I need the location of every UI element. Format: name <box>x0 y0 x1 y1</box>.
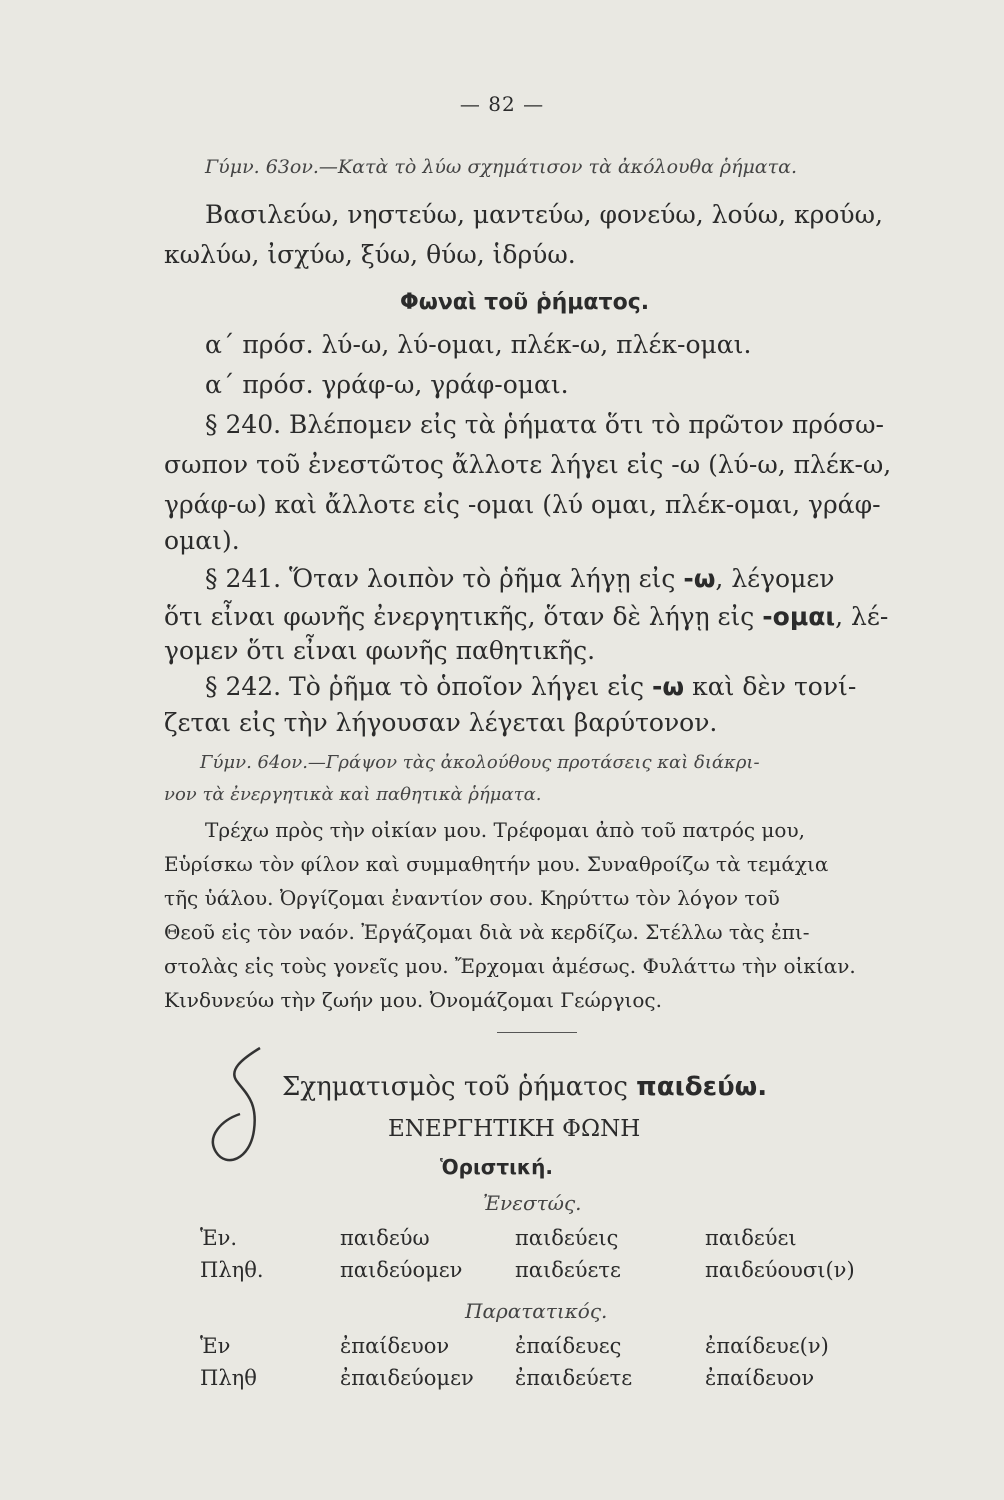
ending-omega-2: -ω <box>652 672 685 701</box>
exercise-64-line-2: νον τὰ ἐνεργητικὰ καὶ παθητικὰ ῥήματα. <box>164 784 542 805</box>
present-sg-3: παιδεύει <box>705 1226 797 1250</box>
para-241-text-1b: , λέγομεν <box>715 564 835 593</box>
sentence-line-5: στολὰς εἰς τοὺς γονεῖς μου. Ἔρχομαι ἀμέσως. Φυλάττω τὴν οἰκίαν. <box>164 954 856 978</box>
para-240-line-2: σωπον τοῦ ἐνεστῶτος ἄλλοτε λήγει εἰς -ω (λύ-ω, πλέκ-ω, <box>164 450 892 479</box>
page-number: — 82 — <box>459 92 545 116</box>
para-241-text-1a: § 241. Ὅταν λοιπὸν τὸ ῥῆμα λήγῃ εἰς <box>205 564 684 593</box>
imperfect-singular-label: Ἑν <box>200 1334 231 1358</box>
imperfect-sg-2: ἐπαίδευες <box>515 1334 622 1358</box>
para-240-line-4: ομαι). <box>164 526 240 555</box>
sentence-line-1: Τρέχω πρὸς τὴν οἰκίαν μου. Τρέφομαι ἀπὸ τοῦ πατρός μου, <box>205 818 805 842</box>
para-240-line-3: γράφ-ω) καὶ ἄλλοτε εἰς -ομαι (λύ ομαι, πλέκ-ομαι, γράφ- <box>164 490 881 519</box>
exercise-63-instruction: Γύμν. 63ον.—Κατὰ τὸ λύω σχημάτισον τὰ ἀκόλουθα ῥήματα. <box>205 156 798 178</box>
para-242-line-1 <box>205 672 856 702</box>
mood-heading: Ὁριστική. <box>440 1155 553 1179</box>
present-sg-1: παιδεύω <box>340 1226 430 1250</box>
para-241-text-2b: , λέ- <box>835 602 889 631</box>
tense-present: Ἐνεστώς. <box>483 1191 582 1215</box>
present-pl-3: παιδεύουσι(ν) <box>705 1258 855 1282</box>
sentence-line-4: Θεοῦ εἰς τὸν ναόν. Ἐργάζομαι διὰ νὰ κερδίζω. Στέλλω τὰς ἐπι- <box>164 920 810 944</box>
exercise-64-line-1: Γύμν. 64ον.—Γράψον τὰς ἀκολούθους προτάσεις καὶ διάκρι- <box>200 752 760 773</box>
present-pl-2: παιδεύετε <box>515 1258 621 1282</box>
ending-omai: -ομαι <box>762 602 836 631</box>
para-242-line-2: ζεται εἰς τὴν λήγουσαν λέγεται βαρύτονον. <box>164 708 718 737</box>
example-line-2: α΄ πρόσ. γράφ-ω, γράφ-ομαι. <box>205 370 569 399</box>
para-241-line-1 <box>205 564 835 594</box>
imperfect-pl-1: ἐπαιδεύομεν <box>340 1366 474 1390</box>
example-line-1: α΄ πρόσ. λύ-ω, λύ-ομαι, πλέκ-ω, πλέκ-ομαι. <box>205 330 752 359</box>
imperfect-pl-3: ἐπαίδευον <box>705 1366 815 1390</box>
para-241-text-2a: ὅτι εἶναι φωνῆς ἐνεργητικῆς, ὅταν δὲ λήγῃ εἰς <box>164 602 763 631</box>
present-sg-2: παιδεύεις <box>515 1226 619 1250</box>
tense-imperfect: Παρατατικός. <box>465 1299 608 1323</box>
para-240-line-1: § 240. Βλέπομεν εἰς τὰ ῥήματα ὅτι τὸ πρῶτον πρόσω- <box>205 410 884 439</box>
para-241-line-2 <box>164 602 888 632</box>
para-242-text-1a: § 242. Τὸ ῥῆμα τὸ ὁποῖον λήγει εἰς <box>205 672 653 701</box>
imperfect-pl-2: ἐπαιδεύετε <box>515 1366 633 1390</box>
exercise-63-line-1: Βασιλεύω, νηστεύω, μαντεύω, φονεύω, λούω, κρούω, <box>205 200 883 229</box>
sentence-line-3: τῆς ὑάλου. Ὀργίζομαι ἐναντίον σου. Κηρύττω τὸν λόγον τοῦ <box>164 886 780 910</box>
para-241-line-3: γομεν ὅτι εἶναι φωνῆς παθητικῆς. <box>164 636 596 665</box>
imperfect-plural-label: Πληθ <box>200 1366 257 1390</box>
voices-heading: Φωναὶ τοῦ ῥήματος. <box>400 290 650 315</box>
handwritten-mark <box>200 1040 280 1180</box>
imperfect-sg-3: ἐπαίδευε(ν) <box>705 1334 829 1358</box>
section-divider <box>497 1032 577 1033</box>
exercise-63-line-2: κωλύω, ἰσχύω, ξύω, θύω, ἱδρύω. <box>164 240 576 269</box>
present-plural-label: Πληθ. <box>200 1258 264 1282</box>
conjugation-title <box>282 1072 767 1102</box>
conjugation-title-text: Σχηματισμὸς τοῦ ῥήματος <box>282 1072 637 1102</box>
voice-heading: ΕΝΕΡΓΗΤΙΚΗ ΦΩΝΗ <box>388 1116 641 1142</box>
imperfect-sg-1: ἐπαίδευον <box>340 1334 450 1358</box>
para-242-text-1b: καὶ δὲν τονί- <box>684 672 857 701</box>
present-singular-label: Ἑν. <box>200 1226 238 1250</box>
ending-omega: -ω <box>683 564 716 593</box>
sentence-line-2: Εὑρίσκω τὸν φίλον καὶ συμμαθητήν μου. Συναθροίζω τὰ τεμάχια <box>164 852 829 876</box>
present-pl-1: παιδεύομεν <box>340 1258 463 1282</box>
sentence-line-6: Κινδυνεύω τὴν ζωήν μου. Ὀνομάζομαι Γεώργιος. <box>164 988 662 1012</box>
conjugation-title-verb: παιδεύω. <box>636 1072 768 1102</box>
